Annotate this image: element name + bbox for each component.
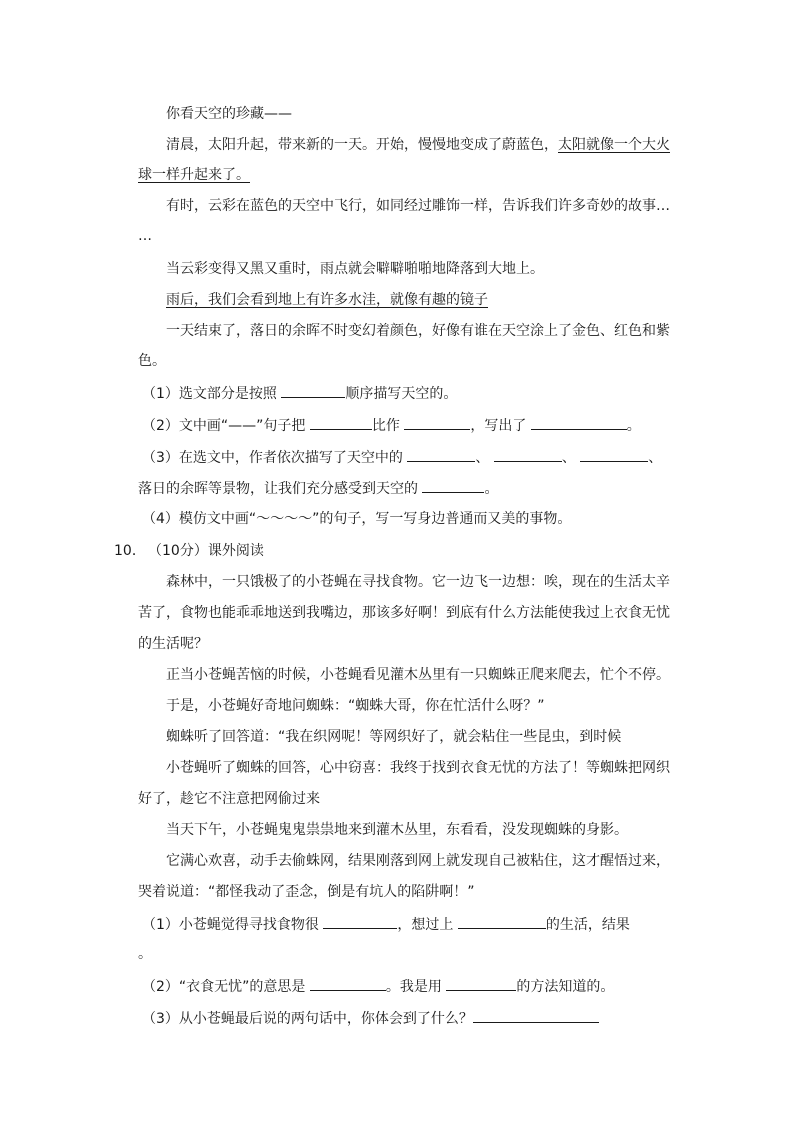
question-text: （1）选文部分是按照 — [142, 386, 277, 402]
question-1 — [142, 383, 457, 404]
question-number: 10． — [114, 543, 146, 559]
question-text: 的生活，结果 — [545, 917, 630, 933]
question-text: （2）“衣食无忧”的意思是 — [142, 979, 306, 995]
story-line: 森林中，一只饿极了的小苍蝇在寻找食物。它一边飞一边想：唉，现在的生活太辛 — [166, 574, 670, 590]
separator: 、 — [648, 450, 663, 466]
question-text: （1）小苍蝇觉得寻找食物很 — [142, 917, 319, 933]
story-line: 它满心欢喜，动手去偷蛛网，结果刚落到网上就发现自己被粘住，这才醒悟过来， — [166, 853, 670, 869]
story-line: 的生活呢？ — [138, 636, 208, 652]
passage-line: 当云彩变得又黑又重时，雨点就会噼噼啪啪地降落到大地上。 — [166, 261, 544, 277]
answer-blank[interactable] — [422, 478, 484, 493]
question-text: ，写出了 — [470, 418, 527, 434]
question-text: 。 — [484, 481, 499, 497]
story-line: 小苍蝇听了蜘蛛的回答，心中窃喜：我终于找到衣食无忧的方法了！等蜘蛛把网织 — [166, 760, 670, 776]
question-2 — [142, 415, 641, 436]
question-4: （4）模仿文中画“～～～～”的句子，写一写身边普通而又美的事物。 — [142, 511, 572, 527]
question-text: （3）在选文中，作者依次描写了天空中的 — [142, 450, 403, 466]
answer-blank[interactable] — [446, 976, 516, 991]
question-3 — [142, 1008, 599, 1029]
answer-blank[interactable] — [494, 447, 562, 462]
story-line: 正当小苍蝇苦恼的时候，小苍蝇看见灌木丛里有一只蜘蛛正爬来爬去，忙个不停。 — [166, 667, 670, 683]
question-text: 的方法知道的。 — [516, 979, 615, 995]
passage-text: 清晨，太阳升起，带来新的一天。开始，慢慢地变成了蔚蓝色， — [166, 137, 558, 153]
answer-blank[interactable] — [281, 383, 345, 398]
question-text: （3）从小苍蝇最后说的两句话中，你体会到了什么？ — [142, 1011, 473, 1027]
underlined-sentence: 太阳就像一个大火 — [558, 137, 670, 153]
story-line: 苦了，食物也能乖乖地送到我嘴边，那该多好啊！到底有什么方法能使我过上衣食无忧 — [138, 605, 670, 621]
passage-line: 一天结束了，落日的余晖不时变幻着颜色，好像有谁在天空涂上了金色、红色和紫 — [166, 323, 670, 339]
question-text: 顺序描写天空的。 — [345, 386, 458, 402]
question-text: 比作 — [371, 418, 400, 434]
answer-blank[interactable] — [407, 447, 475, 462]
question-2 — [142, 976, 614, 997]
passage-line: 有时，云彩在蓝色的天空中飞行，如同经过雕饰一样，告诉我们许多奇妙的故事… — [166, 198, 670, 214]
passage-line — [166, 135, 670, 155]
answer-blank[interactable] — [473, 1008, 599, 1023]
story-line: 蜘蛛听了回答道：“我在织网呢！等网织好了，就会粘住一些昆虫，到时候 — [166, 729, 622, 745]
answer-blank[interactable] — [404, 415, 470, 430]
question-1-cont: 。 — [138, 946, 152, 962]
question-3 — [142, 447, 662, 468]
passage-line: 你看天空的珍藏—— — [166, 106, 292, 122]
question-text: （2）文中画“——”句子把 — [142, 418, 306, 434]
story-line: 哭着说道：“都怪我动了歪念，倒是有坑人的陷阱啊！” — [138, 884, 475, 900]
separator: 、 — [561, 450, 576, 466]
question-3-cont — [138, 478, 498, 499]
underlined-sentence: 球一样升起来了。 — [138, 167, 250, 183]
story-line: 好了，趁它不注意把网偷过来 — [138, 791, 320, 807]
answer-blank[interactable] — [458, 914, 546, 929]
answer-blank[interactable] — [580, 447, 648, 462]
story-line: 于是，小苍蝇好奇地问蜘蛛：“蜘蛛大哥，你在忙活什么呀？” — [166, 698, 545, 714]
answer-blank[interactable] — [531, 415, 627, 430]
answer-blank[interactable] — [310, 976, 386, 991]
question-text: 。我是用 — [385, 979, 442, 995]
passage-line: 色。 — [138, 353, 166, 369]
story-line: 当天下午，小苍蝇鬼鬼祟祟地来到灌木丛里，东看看，没发现蜘蛛的身影。 — [166, 822, 628, 838]
passage-line: … — [138, 228, 152, 244]
answer-blank[interactable] — [323, 914, 397, 929]
question-text: 落日的余晖等景物，让我们充分感受到天空的 — [138, 481, 418, 497]
wavy-underlined-sentence: 雨后，我们会看到地上有许多水洼，就像有趣的镜子 — [166, 292, 488, 308]
answer-blank[interactable] — [310, 415, 372, 430]
separator: 、 — [475, 450, 490, 466]
question-1 — [142, 914, 630, 935]
question-text: ，想过上 — [397, 917, 454, 933]
section-header: （10分）课外阅读 — [148, 543, 264, 559]
question-text: 。 — [626, 418, 641, 434]
